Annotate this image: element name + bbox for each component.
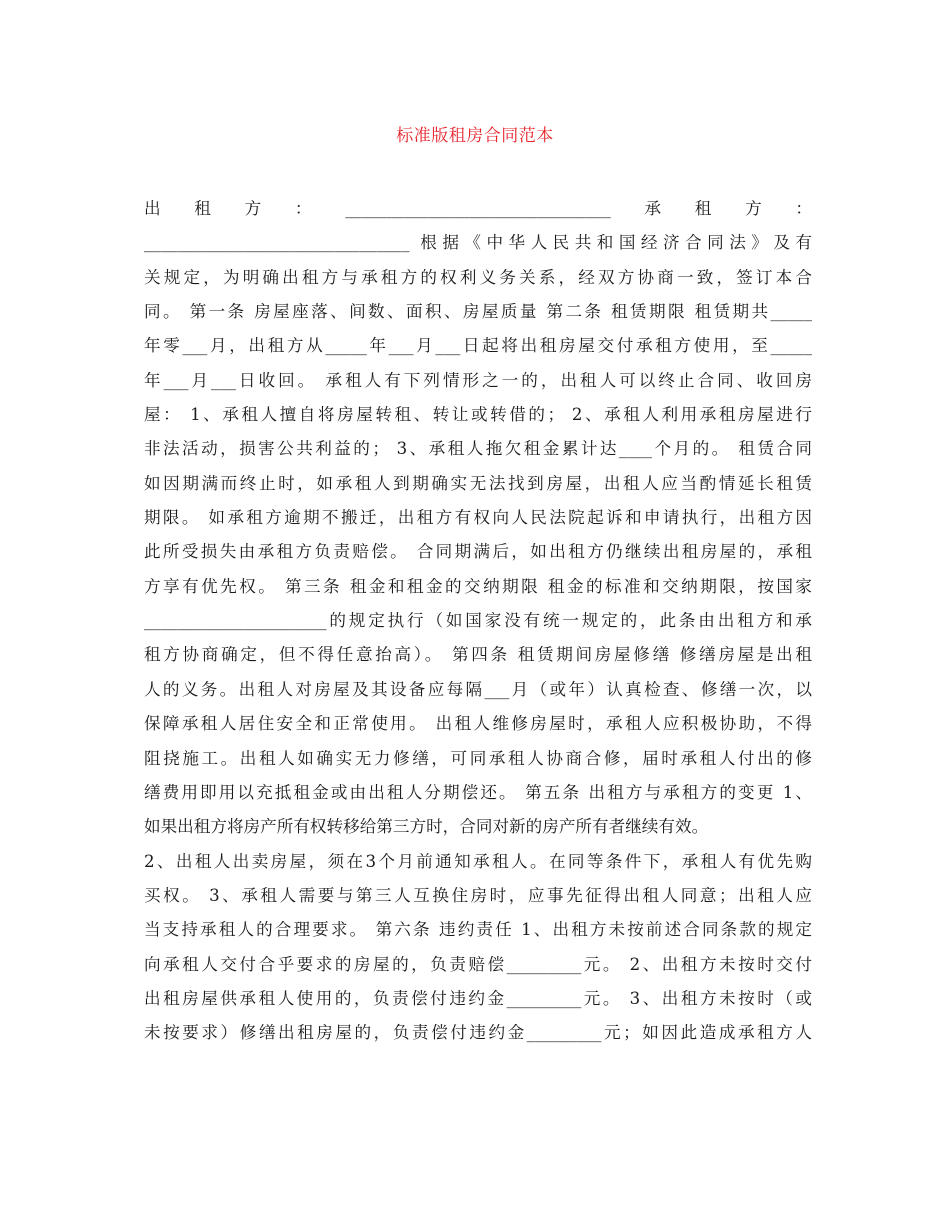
body-line-14: 租方协商确定，但不得任意抬高）。 第四条 租赁期间房屋修缮 修缮房屋是出租 <box>144 645 812 665</box>
body-line-1: 出租方：________________________________承租方： <box>144 199 812 218</box>
body-line-5: 年零___月，出租方从_____年___月___日起将出租房屋交付承租方使用，至_____ <box>144 336 812 356</box>
body-line-15: 人的义务。出租人对房屋及其设备应每隔___月（或年）认真检查、修缮一次，以 <box>144 679 812 699</box>
body-line-21: 买权。 3、承租人需要与第三人互换住房时，应事先征得出租人同意；出租人应 <box>144 885 812 905</box>
body-line-20: 2、出租人出卖房屋，须在3个月前通知承租人。在同等条件下，承租人有优先购 <box>144 851 812 871</box>
body-line-16: 保障承租人居住安全和正常使用。 出租人维修房屋时，承租人应积极协助，不得 <box>144 714 812 734</box>
body-line-8: 非法活动，损害公共利益的； 3、承租人拖欠租金累计达____个月的。 租赁合同 <box>144 439 812 459</box>
body-line-13: ______________________的规定执行（如国家没有统一规定的，此条由出租方和承 <box>144 611 812 631</box>
body-line-18: 缮费用即用以充抵租金或由出租人分期偿还。 第五条 出租方与承租方的变更 1、 <box>144 782 812 802</box>
body-line-19: 如果出租方将房产所有权转移给第三方时，合同对新的房产所有者继续有效。 <box>144 817 709 837</box>
body-line-2: ________________________________ 根据《中华人民共和国经济合同法》及有 <box>144 233 812 253</box>
body-line-4: 同。 第一条 房屋座落、间数、面积、房屋质量 第二条 租赁期限 租赁期共_____ <box>144 302 812 322</box>
document-body <box>144 192 812 1051</box>
document-title: 标准版租房合同范本 <box>396 126 554 146</box>
body-line-10: 期限。 如承租方逾期不搬迁，出租方有权向人民法院起诉和申请执行，出租方因 <box>144 508 812 528</box>
body-line-9: 如因期满而终止时，如承租人到期确实无法找到房屋，出租人应当酌情延长租赁 <box>144 473 812 493</box>
body-line-22: 当支持承租人的合理要求。 第六条 违约责任 1、出租方未按前述合同条款的规定 <box>144 920 812 940</box>
body-line-3: 关规定，为明确出租方与承租方的权利义务关系，经双方协商一致，签订本合 <box>144 267 812 287</box>
body-line-6: 年___月___日收回。 承租人有下列情形之一的，出租人可以终止合同、收回房 <box>144 370 812 390</box>
body-line-17: 阻挠施工。出租人如确实无力修缮，可同承租人协商合修，届时承租人付出的修 <box>144 748 812 768</box>
body-line-24: 出租房屋供承租人使用的，负责偿付违约金_________元。 3、出租方未按时（或 <box>144 988 812 1008</box>
body-line-7: 屋： 1、承租人擅自将房屋转租、转让或转借的； 2、承租人利用承租房屋进行 <box>144 405 812 425</box>
body-line-23: 向承租人交付合乎要求的房屋的，负责赔偿_________元。 2、出租方未按时交付 <box>144 954 812 974</box>
body-line-12: 方享有优先权。 第三条 租金和租金的交纳期限 租金的标准和交纳期限，按国家 <box>144 576 812 596</box>
body-line-25: 未按要求）修缮出租房屋的，负责偿付违约金_________元；如因此造成承租方人 <box>144 1023 812 1043</box>
body-line-11: 此所受损失由承租方负责赔偿。 合同期满后，如出租方仍继续出租房屋的，承租 <box>144 542 812 562</box>
